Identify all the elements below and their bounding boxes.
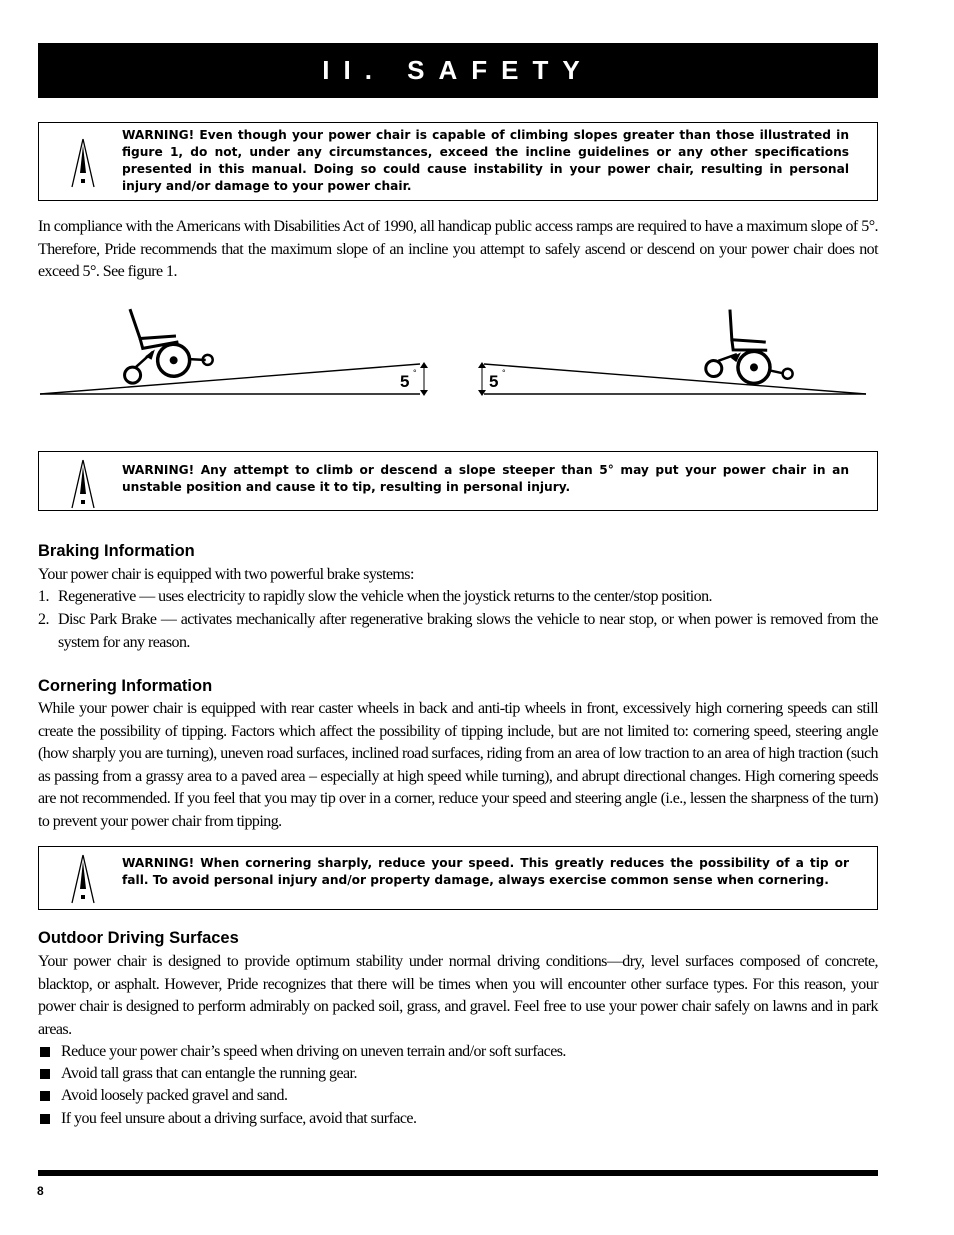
list-item-text: Regenerative — uses electricity to rapidly slow the vehicle when the joystick returns to the center/stop position. <box>58 588 712 605</box>
intro-paragraph: In compliance with the Americans with Disabilities Act of 1990, all handicap public access ramps are required to have a maximum slope of 5°. Therefore, Pride recommends that the maximum slope of an incline you attempt to safely ascend or descend on your power chair does not exceed 5°. See figure 1. <box>38 218 878 280</box>
right-degree-sign: ° <box>502 368 506 378</box>
braking-intro: Your power chair is equipped with two powerful brake systems: <box>38 566 414 583</box>
left-ramp <box>40 362 428 396</box>
left-degree-sign: ° <box>413 368 417 378</box>
list-item-text: Avoid tall grass that can entangle the running gear. <box>61 1065 357 1082</box>
cornering-paragraph: While your power chair is equipped with rear caster wheels in back and anti-tip wheels in front, excessively high cornering speeds can still create the possibility of tipping. Factors which affect the possibility of tipping include, but are not limited to: cornering speed, steering angle (how sharply you are turning), uneven road surfaces, inclined road surfaces, riding from an area of low traction to an area of high traction (such as passing from a grassy area to a paved area – especially at high speed while turning), and abrupt directional changes. High cornering speeds are not recommended. If you feel that you may tip over in a corner, reduce your speed and steering angle (i.e., lessen the sharpness of the turn) to prevent your power chair from tipping. <box>38 700 878 830</box>
warning-box-steep-slope <box>38 451 878 511</box>
outdoor-paragraph: Your power chair is designed to provide optimum stability under normal driving conditions—dry, level surfaces composed of concrete, blacktop, or asphalt. However, Pride recognizes that there will be times when you will encounter other surface types. For this reason, your power chair is designed to perform admirably on packed soil, grass, and gravel. Feel free to use your power chair safely on lawns and in park areas. <box>38 953 878 1038</box>
warning-text-steep-slope: WARNING! Any attempt to climb or descend a slope steeper than 5° may put your power chair in an unstable position and cause it to tip, resulting in personal injury. <box>122 463 849 494</box>
warning-triangle-icon <box>69 853 97 905</box>
warning-box-cornering <box>38 846 878 910</box>
warning-text-slopes: WARNING! Even though your power chair is capable of climbing slopes greater than those illustrated in figure 1, do not, under any circumstances, exceed the incline guidelines or any other specifications presented in this manual. Doing so could cause instability in your power chair, resulting in personal injury and/or damage to your power chair. <box>122 128 849 193</box>
page-number: 8 <box>37 1184 44 1198</box>
braking-heading: Braking Information <box>38 542 195 560</box>
square-bullet-icon <box>40 1091 50 1101</box>
list-item-text: If you feel unsure about a driving surface, avoid that surface. <box>61 1110 417 1127</box>
warning-triangle-icon <box>69 137 97 189</box>
section-title: II. SAFETY <box>38 43 878 98</box>
outdoor-heading: Outdoor Driving Surfaces <box>38 929 239 947</box>
right-angle-label: 5 <box>489 372 499 391</box>
list-item-text: Disc Park Brake — activates mechanically after regenerative braking slows the vehicle to near stop, or when power is removed from the system for any reason. <box>58 611 878 651</box>
left-angle-label: 5 <box>400 372 410 391</box>
cornering-heading: Cornering Information <box>38 677 213 695</box>
square-bullet-icon <box>40 1114 50 1124</box>
figure-incline-diagram <box>0 300 954 410</box>
left-wheelchair-icon <box>120 304 214 384</box>
list-item-number: 1. <box>38 588 49 605</box>
warning-triangle-icon <box>69 458 97 510</box>
list-item-text: Avoid loosely packed gravel and sand. <box>61 1087 288 1104</box>
warning-box-slopes <box>38 122 878 201</box>
warning-text-cornering: WARNING! When cornering sharply, reduce your speed. This greatly reduces the possibility of a tip or fall. To avoid personal injury and/or property damage, always exercise common sense when cornering. <box>122 856 849 887</box>
square-bullet-icon <box>40 1047 50 1057</box>
list-item-number: 2. <box>38 611 49 628</box>
right-wheelchair-icon <box>705 308 797 386</box>
square-bullet-icon <box>40 1069 50 1079</box>
footer-rule <box>38 1170 878 1176</box>
right-ramp <box>478 362 866 396</box>
list-item-text: Reduce your power chair’s speed when driving on uneven terrain and/or soft surfaces. <box>61 1043 566 1060</box>
